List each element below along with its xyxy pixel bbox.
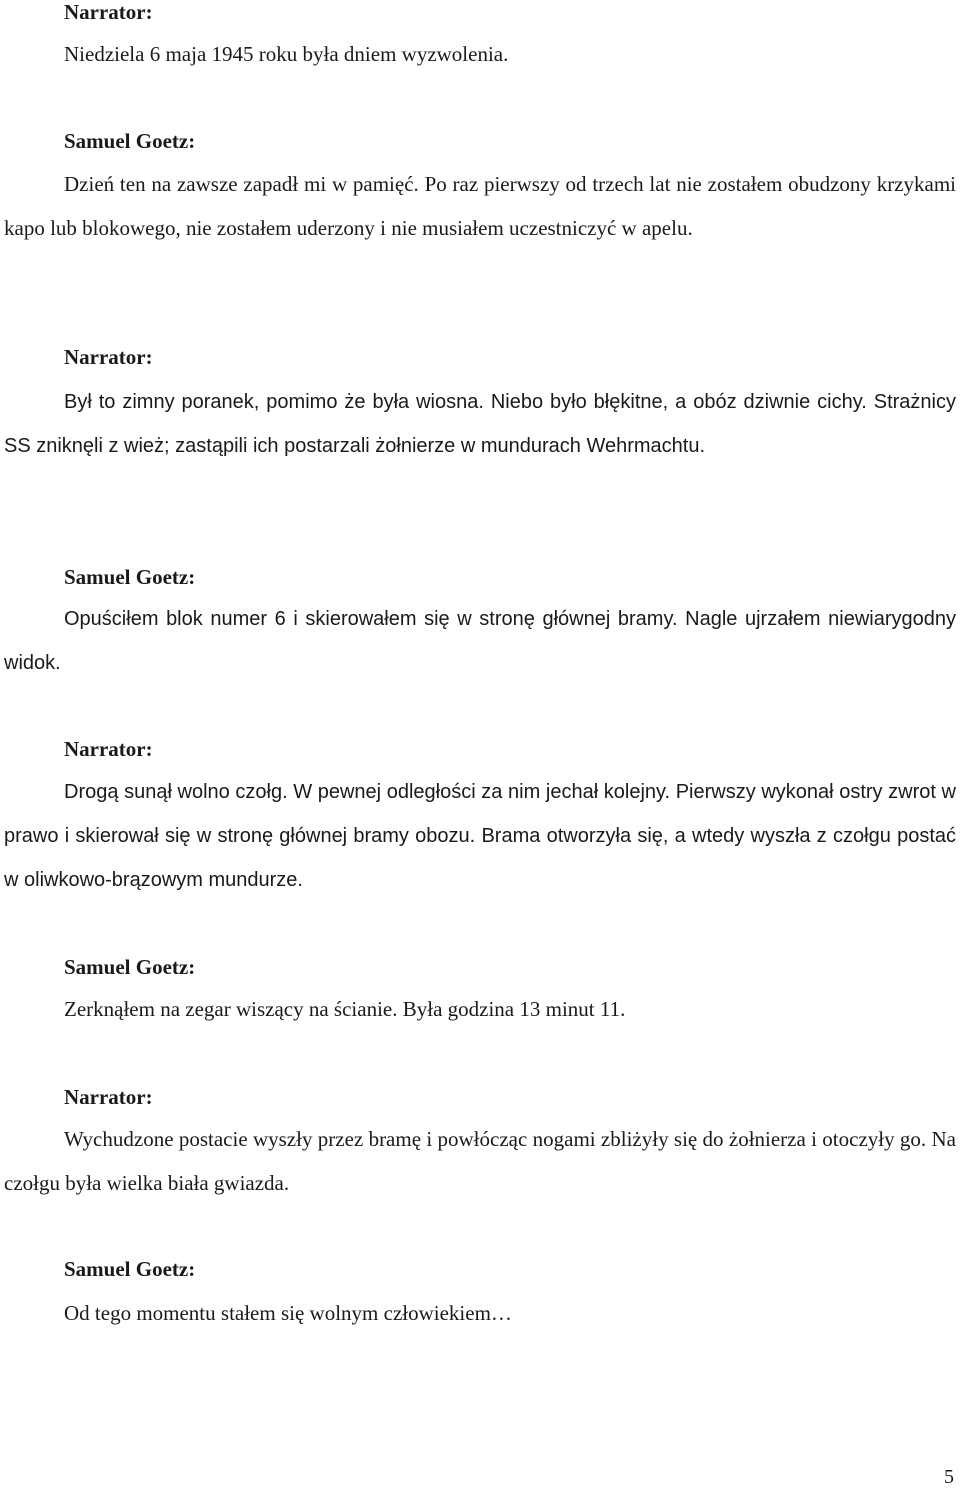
- paragraph: Niedziela 6 maja 1945 roku była dniem wyzwolenia.: [64, 42, 509, 66]
- paragraph: Od tego momentu stałem się wolnym człowiekiem…: [64, 1301, 512, 1325]
- speaker-label: Narrator:: [64, 0, 153, 24]
- speaker-label: Narrator:: [64, 1085, 153, 1109]
- speaker-label: Narrator:: [64, 737, 153, 761]
- speaker-label: Samuel Goetz:: [64, 565, 196, 589]
- paragraph: Wychudzone postacie wyszły przez bramę i powłócząc nogami zbliżyły się do żołnierza i otoczyły go. Na czołgu była wielka biała gwiazda.: [4, 1127, 956, 1195]
- page-number: 5: [944, 1466, 954, 1488]
- paragraph: Dzień ten na zawsze zapadł mi w pamięć. Po raz pierwszy od trzech lat nie zostałem obudzony krzykami kapo lub blokowego, nie zostałem uderzony i nie musiałem uczestniczyć w apelu.: [4, 172, 956, 240]
- speaker-label: Samuel Goetz:: [64, 955, 196, 979]
- speaker-label: Samuel Goetz:: [64, 129, 196, 153]
- paragraph: Opuściłem blok numer 6 i skierowałem się w stronę głównej bramy. Nagle ujrzałem niewiarygodny widok.: [4, 608, 956, 674]
- paragraph: Był to zimny poranek, pomimo że była wiosna. Niebo było błękitne, a obóz dziwnie cichy. Strażnicy SS zniknęli z wież; zastąpili ich postarzali żołnierze w mundurach Wehrmachtu.: [4, 391, 956, 457]
- speaker-label: Samuel Goetz:: [64, 1257, 196, 1281]
- paragraph: Zerknąłem na zegar wiszący na ścianie. Była godzina 13 minut 11.: [64, 997, 626, 1021]
- paragraph: Drogą sunął wolno czołg. W pewnej odległości za nim jechał kolejny. Pierwszy wykonał ostry zwrot w prawo i skierował się w stronę głównej bramy obozu. Brama otworzyła się, a wtedy wyszła z czołgu postać w oliwkowo-brązowym mundurze.: [4, 781, 956, 891]
- speaker-label: Narrator:: [64, 345, 153, 369]
